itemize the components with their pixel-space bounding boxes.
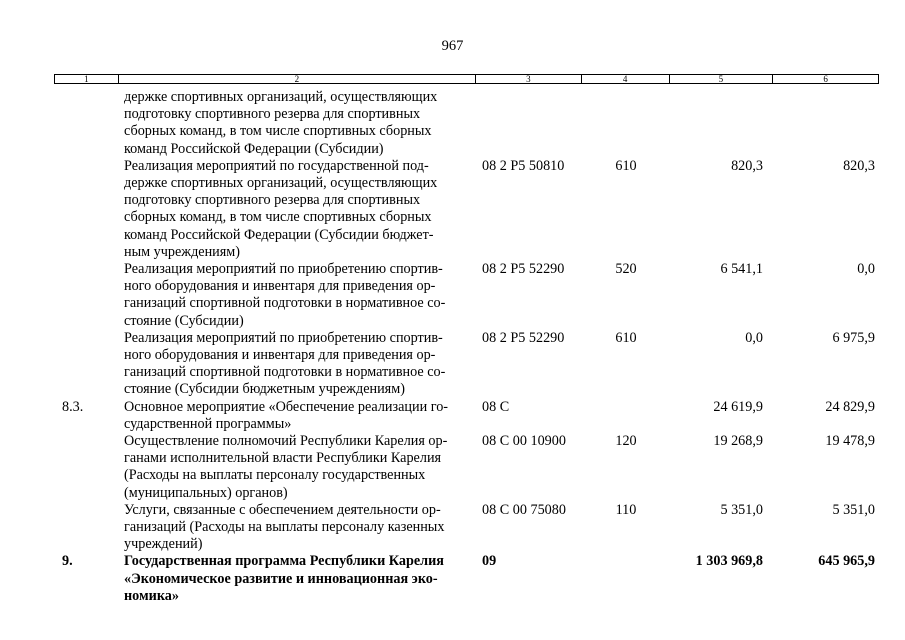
column-header-6: 6	[823, 74, 828, 84]
row-value-1: 24 619,9	[713, 398, 763, 415]
row-value-1: 19 268,9	[713, 433, 763, 450]
row-value-2: 24 829,9	[825, 398, 875, 415]
row-expense-type: 110	[615, 501, 637, 518]
row-name: Услуги, связанные с обеспечением деятельности ор- ганизаций (Расходы на выплаты персоналу казенных учреждений)	[124, 501, 445, 553]
row-value-1: 6 541,1	[720, 261, 763, 278]
table-row	[54, 158, 879, 261]
row-code: 08 С 00 10900	[482, 433, 566, 450]
row-value-1: 1 303 969,8	[695, 553, 763, 570]
table-row	[54, 330, 879, 399]
column-number-header	[54, 74, 879, 84]
row-number	[54, 502, 118, 554]
row-code: 08 2 P5 52290	[482, 329, 565, 346]
row-expense-type	[582, 89, 670, 158]
row-name: Государственная программа Республики Карелия «Экономическое развитие и инновационная эко- номика»	[124, 553, 444, 604]
row-number	[54, 158, 118, 261]
column-header-4: 4	[582, 75, 670, 83]
row-code: 08 2 P5 52290	[482, 261, 565, 278]
row-expense-type: 610	[615, 157, 637, 174]
row-name: Реализация мероприятий по государственной под- держке спортивных организаций, осуществляющих подготовку спортивного резерва для спортивных сборных команд, в том числе спортивных сборных команд Российской Федерации (Субсидии бюджет- ным учреждениям)	[124, 157, 438, 260]
row-value-2: 5 351,0	[832, 501, 875, 518]
table-row-program-total	[54, 553, 879, 605]
row-name: Реализация мероприятий по приобретению спортив- ного оборудования и инвентаря для приведения ор- ганизаций спортивной подготовки в нормативное со- стояние (Субсидии)	[124, 261, 446, 329]
row-code: 09	[482, 553, 497, 570]
table-row	[54, 399, 879, 433]
row-name: держке спортивных организаций, осуществляющих подготовку спортивного резерва для спортивных сборных команд, в том числе спортивных сборных команд Российской Федерации (Субсидии)	[124, 89, 438, 157]
row-value-2	[774, 89, 879, 158]
row-number	[54, 330, 118, 399]
table-row	[54, 433, 879, 502]
row-number: 8.3.	[62, 398, 84, 415]
row-name: Осуществление полномочий Республики Карелия ор- ганами исполнительной власти Республики Карелия (Расходы на выплаты персоналу государственных (муниципальных) органов)	[124, 433, 448, 501]
row-expense-type	[582, 399, 670, 433]
row-value-2: 0,0	[857, 261, 875, 278]
row-expense-type: 120	[615, 433, 637, 450]
row-expense-type: 610	[615, 329, 637, 346]
row-name: Реализация мероприятий по приобретению спортив- ного оборудования и инвентаря для приведения ор- ганизаций спортивной подготовки в нормативное со- стояние (Субсидии бюджетным учреждениям)	[124, 329, 446, 398]
table-row	[54, 502, 879, 554]
row-value-2: 19 478,9	[825, 433, 875, 450]
row-value-1	[670, 89, 774, 158]
row-value-1: 820,3	[731, 157, 763, 174]
row-expense-type	[582, 553, 670, 605]
row-name: Основное мероприятие «Обеспечение реализации го- сударственной программы»	[124, 398, 449, 432]
table-row	[54, 261, 879, 330]
row-code: 08 С	[482, 398, 510, 415]
row-number	[54, 433, 118, 502]
page-number: 967	[441, 38, 464, 54]
row-number	[54, 261, 118, 330]
column-header-2: 2	[119, 75, 476, 83]
row-value-2: 820,3	[843, 157, 875, 174]
row-code: 08 С 00 75080	[482, 501, 566, 518]
row-value-1: 0,0	[745, 329, 763, 346]
row-value-2: 645 965,9	[818, 553, 875, 570]
row-value-1: 5 351,0	[720, 501, 763, 518]
row-code	[476, 89, 582, 158]
column-header-1: 1	[55, 75, 119, 83]
row-value-2: 6 975,9	[832, 329, 875, 346]
budget-table-body	[54, 89, 879, 605]
row-number: 9.	[62, 553, 73, 570]
column-header-5: 5	[670, 75, 774, 83]
row-expense-type: 520	[615, 261, 637, 278]
row-number	[54, 89, 118, 158]
row-code: 08 2 P5 50810	[482, 157, 565, 174]
column-header-3: 3	[476, 75, 582, 83]
table-row	[54, 89, 879, 158]
